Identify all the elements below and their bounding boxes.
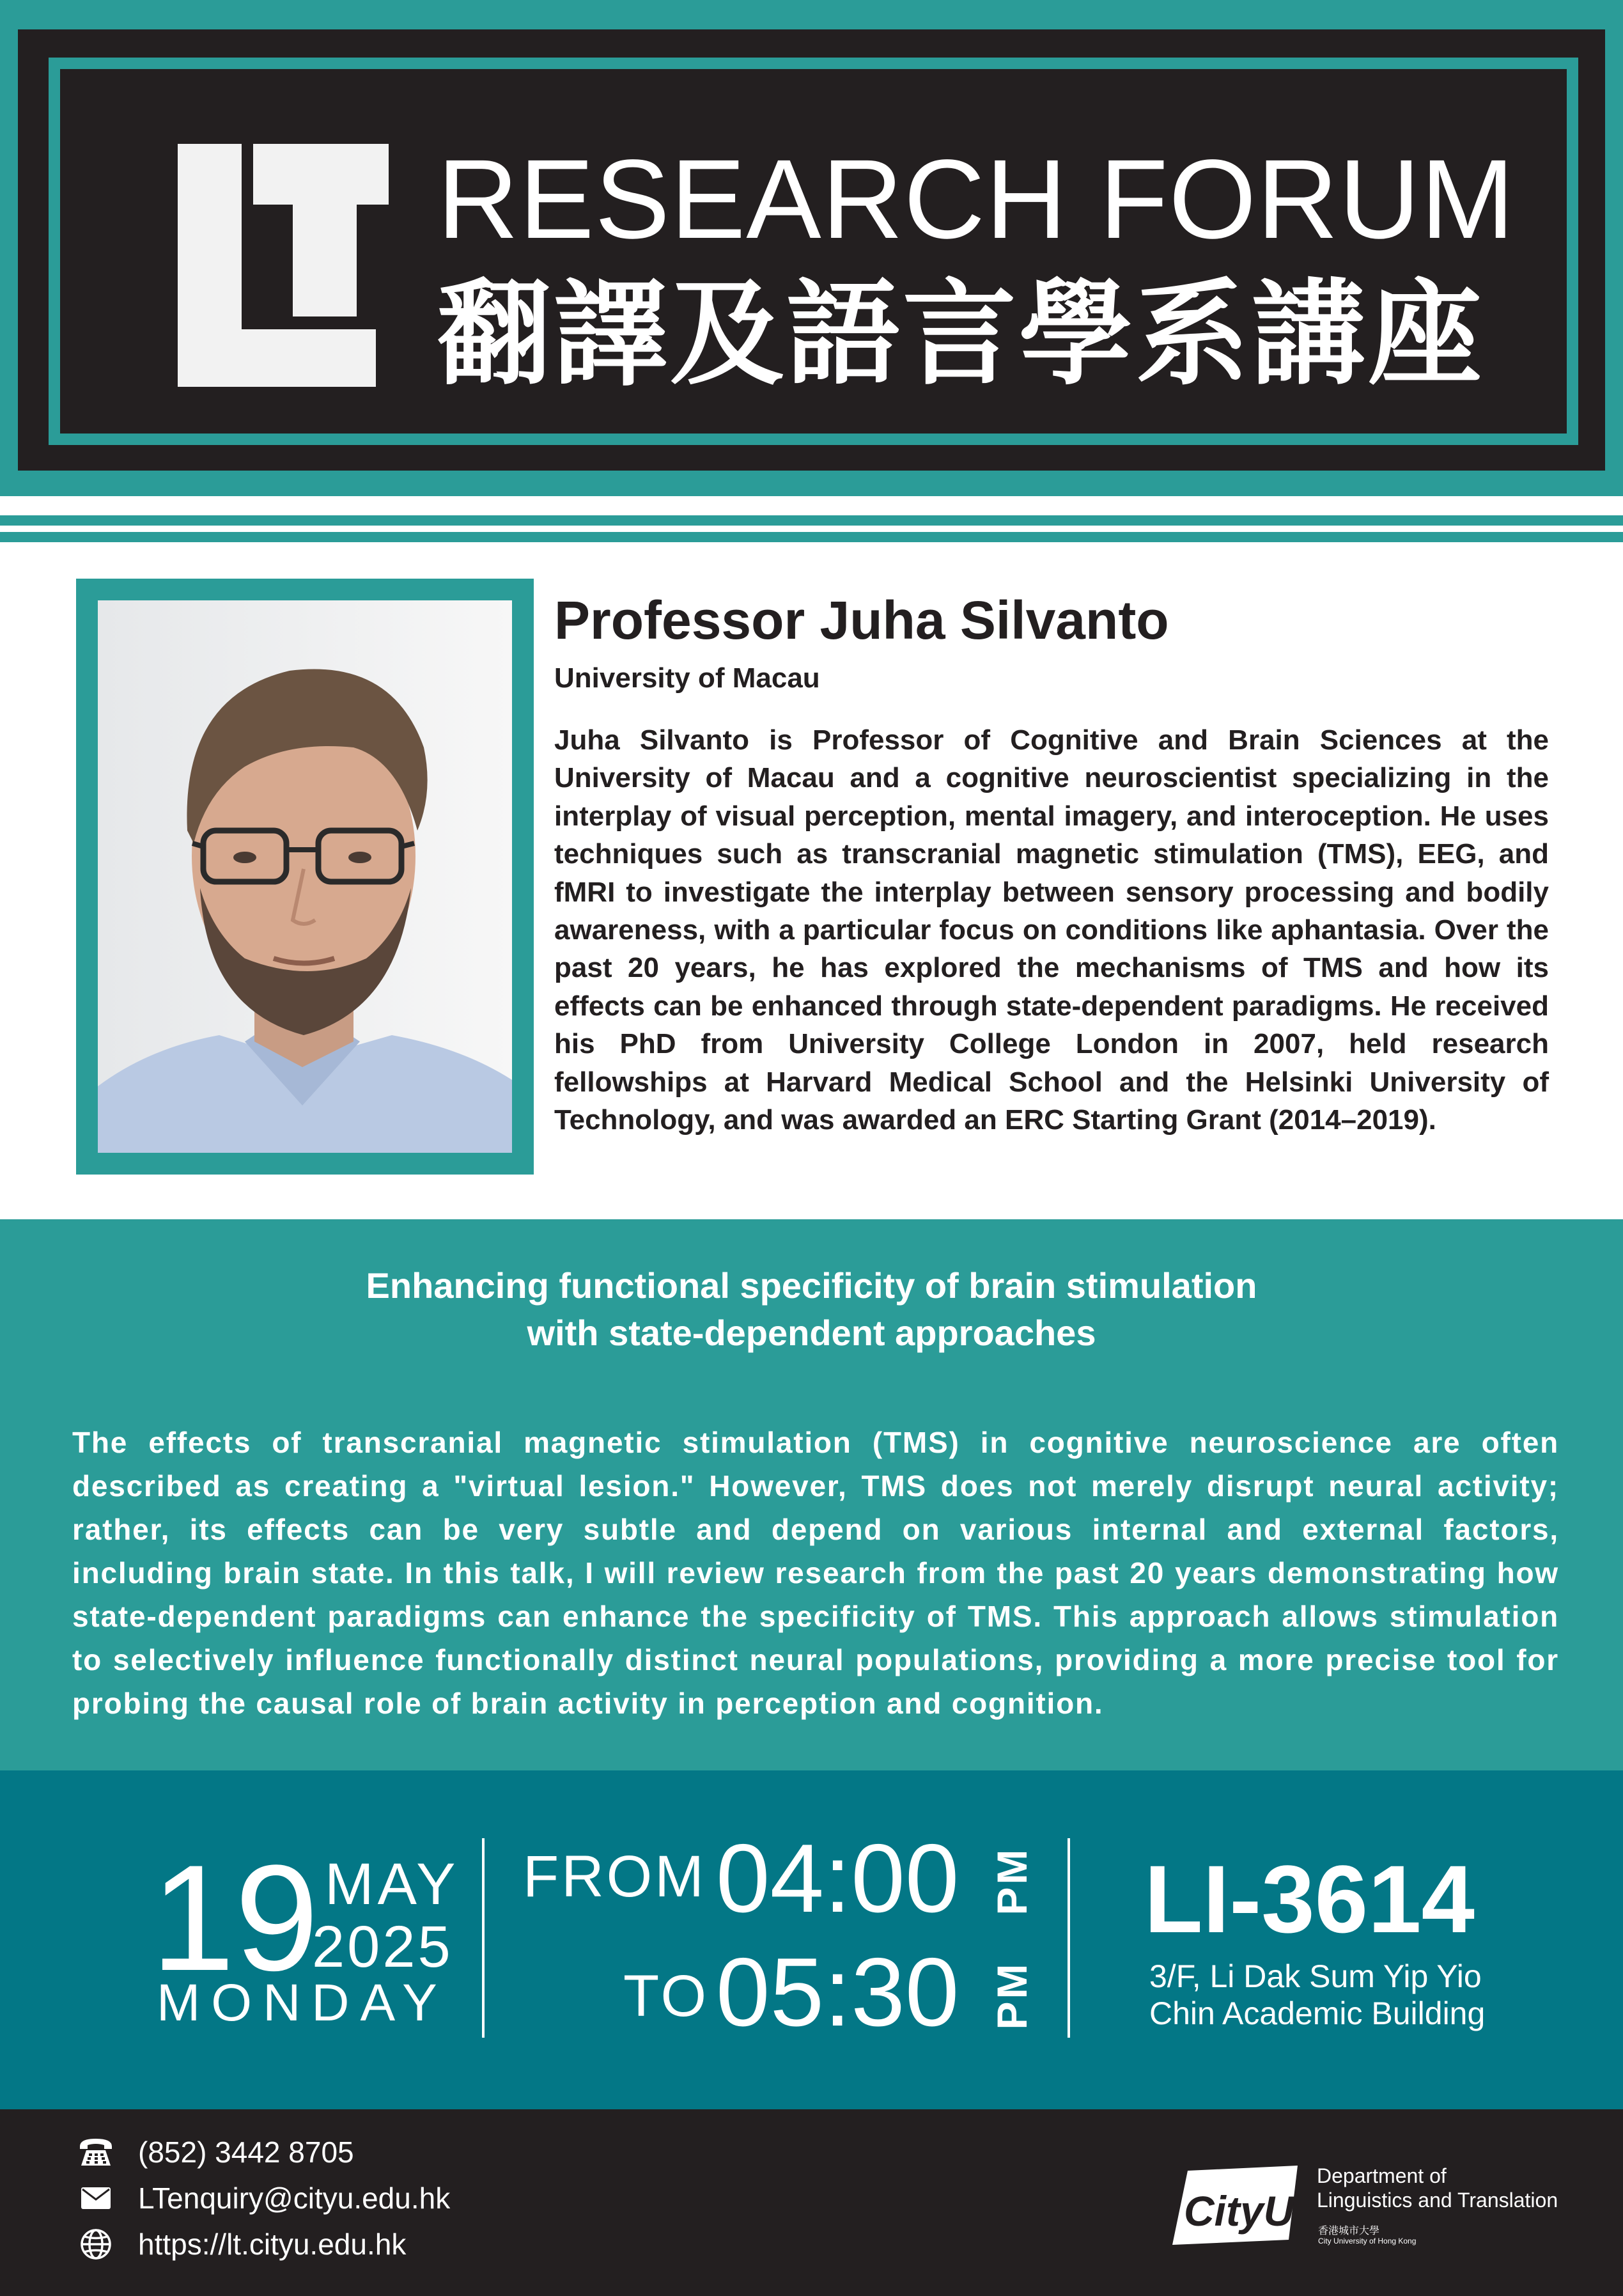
event-day: 19 xyxy=(151,1834,319,2003)
start-time-period-text: PM xyxy=(988,1847,1036,1916)
event-weekday: MONDAY xyxy=(157,1974,448,2032)
cityu-logo-icon xyxy=(1170,2164,1304,2247)
contact-website[interactable] xyxy=(75,2224,406,2265)
to-label: TO xyxy=(623,1964,710,2029)
talk-title-line: Enhancing functional specificity of brain stimulation xyxy=(366,1265,1257,1306)
forum-title-en: RESEARCH FORUM xyxy=(437,137,1516,262)
university-name-en: City University of Hong Kong xyxy=(1318,2237,1417,2245)
end-time-period xyxy=(990,1954,1034,2037)
divider-stripe xyxy=(0,532,1623,542)
info-divider xyxy=(482,1838,485,2038)
email-address: LTenquiry@cityu.edu.hk xyxy=(138,2182,451,2215)
phone-number: (852) 3442 8705 xyxy=(138,2136,354,2169)
from-label: FROM xyxy=(523,1844,706,1909)
lt-logo-icon xyxy=(178,144,389,387)
email-icon xyxy=(75,2178,116,2219)
venue-address-line: Chin Academic Building xyxy=(1149,1995,1486,2031)
speaker-name: Professor Juha Silvanto xyxy=(554,590,1169,650)
end-time: 05:30 xyxy=(716,1938,959,2047)
speaker-portrait-illustration xyxy=(98,600,512,1153)
cityu-logo-text: CityU xyxy=(1184,2187,1294,2235)
end-time-period-text: PM xyxy=(988,1961,1036,2030)
university-name-zh: 香港城市大學 xyxy=(1318,2224,1380,2237)
contact-email[interactable] xyxy=(75,2178,450,2219)
event-month: MAY xyxy=(325,1852,460,1917)
department-name-line: Linguistics and Translation xyxy=(1317,2189,1558,2212)
info-divider xyxy=(1068,1838,1070,2038)
speaker-affiliation: University of Macau xyxy=(554,662,820,694)
event-year: 2025 xyxy=(312,1914,453,1980)
contact-phone[interactable] xyxy=(75,2132,354,2173)
speaker-bio: Juha Silvanto is Professor of Cognitive and Brain Sciences at the University of Macau and a cognitive neuroscientist specializing in the interplay of visual perception, mental imagery, and interoception. He uses techniques such as transcranial magnetic stimulation (TMS), EEG, and fMRI to investigate the interplay between sensory processing and bodily awareness, with a particular focus on conditions like aphantasia. Over the past 20 years, he has explored the mechanisms of TMS and how its effects can be enhanced through state-dependent paradigms. He received his PhD from University College London in 2007, held research fellowships at Harvard Medical School and the Helsinki University of Technology, and was awarded an ERC Starting Grant (2014–2019). xyxy=(554,724,1549,1136)
globe-icon xyxy=(75,2224,116,2265)
department-name-line: Department of xyxy=(1317,2164,1447,2187)
divider-stripe xyxy=(0,515,1623,526)
talk-abstract: The effects of transcranial magnetic stimulation (TMS) in cognitive neuroscience are often described as creating a "virtual lesion." However, TMS does not merely disrupt neural activity; rather, its effects can be very subtle and depend on various internal and external factors, including brain state. In this talk, I will review research from the past 20 years demonstrating how state-dependent paradigms can enhance the specificity of TMS. This approach allows stimulation to selectively influence functionally distinct neural populations, providing a more precise tool for probing the causal role of brain activity in perception and cognition. xyxy=(72,1426,1559,1720)
forum-title-zh: 翻譯及語言學系講座 xyxy=(437,268,1484,400)
department-name xyxy=(1317,2164,1558,2212)
start-time-period xyxy=(990,1839,1034,1923)
phone-icon xyxy=(75,2132,116,2173)
talk-title xyxy=(0,1262,1623,1357)
talk-title-line: with state-dependent approaches xyxy=(527,1313,1096,1353)
start-time: 04:00 xyxy=(716,1824,959,1933)
venue-address-line: 3/F, Li Dak Sum Yip Yio xyxy=(1149,1958,1482,1994)
speaker-photo xyxy=(98,600,512,1153)
venue-address xyxy=(1149,1958,1485,2032)
website-url: https://lt.cityu.edu.hk xyxy=(138,2228,407,2261)
venue-room: LI-3614 xyxy=(1144,1845,1475,1953)
